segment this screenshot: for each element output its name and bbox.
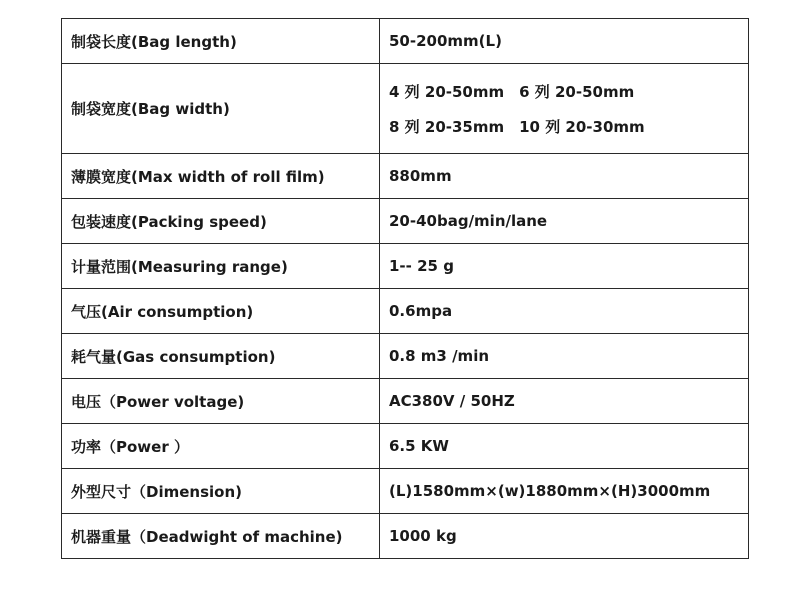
spec-label: 包装速度(Packing speed) <box>62 199 380 244</box>
spec-value: 20-40bag/min/lane <box>380 199 749 244</box>
table-row <box>62 19 749 64</box>
spec-value: 880mm <box>380 154 749 199</box>
spec-value: (L)1580mm×(w)1880mm×(H)3000mm <box>380 469 749 514</box>
spec-value: 1000 kg <box>380 514 749 559</box>
spec-label: 耗气量(Gas consumption) <box>62 334 380 379</box>
spec-value: 6.5 KW <box>380 424 749 469</box>
spec-label: 计量范围(Measuring range) <box>62 244 380 289</box>
spec-value: 1-- 25 g <box>380 244 749 289</box>
spec-value: 0.6mpa <box>380 289 749 334</box>
spec-label: 外型尺寸（Dimension) <box>62 469 380 514</box>
spec-label: 电压（Power voltage) <box>62 379 380 424</box>
table-row <box>62 469 749 514</box>
spec-label: 功率（Power ） <box>62 424 380 469</box>
table-row <box>62 334 749 379</box>
spec-value: AC380V / 50HZ <box>380 379 749 424</box>
table-row <box>62 514 749 559</box>
spec-label: 制袋宽度(Bag width) <box>62 64 380 154</box>
table-row <box>62 199 749 244</box>
spec-value: 0.8 m3 /min <box>380 334 749 379</box>
spec-value-line: 4 列 20-50mm 6 列 20-50mm <box>389 82 635 101</box>
spec-label: 机器重量（Deadwight of machine) <box>62 514 380 559</box>
table-row <box>62 154 749 199</box>
spec-value-line: 8 列 20-35mm 10 列 20-30mm <box>389 117 645 136</box>
spec-label: 制袋长度(Bag length) <box>62 19 380 64</box>
spec-label: 薄膜宽度(Max width of roll film) <box>62 154 380 199</box>
table-row <box>62 424 749 469</box>
spec-table <box>61 18 749 559</box>
table-row <box>62 64 749 154</box>
spec-label: 气压(Air consumption) <box>62 289 380 334</box>
table-row <box>62 379 749 424</box>
spec-value: 50-200mm(L) <box>380 19 749 64</box>
table-row <box>62 244 749 289</box>
table-row <box>62 289 749 334</box>
spec-value <box>380 64 749 154</box>
